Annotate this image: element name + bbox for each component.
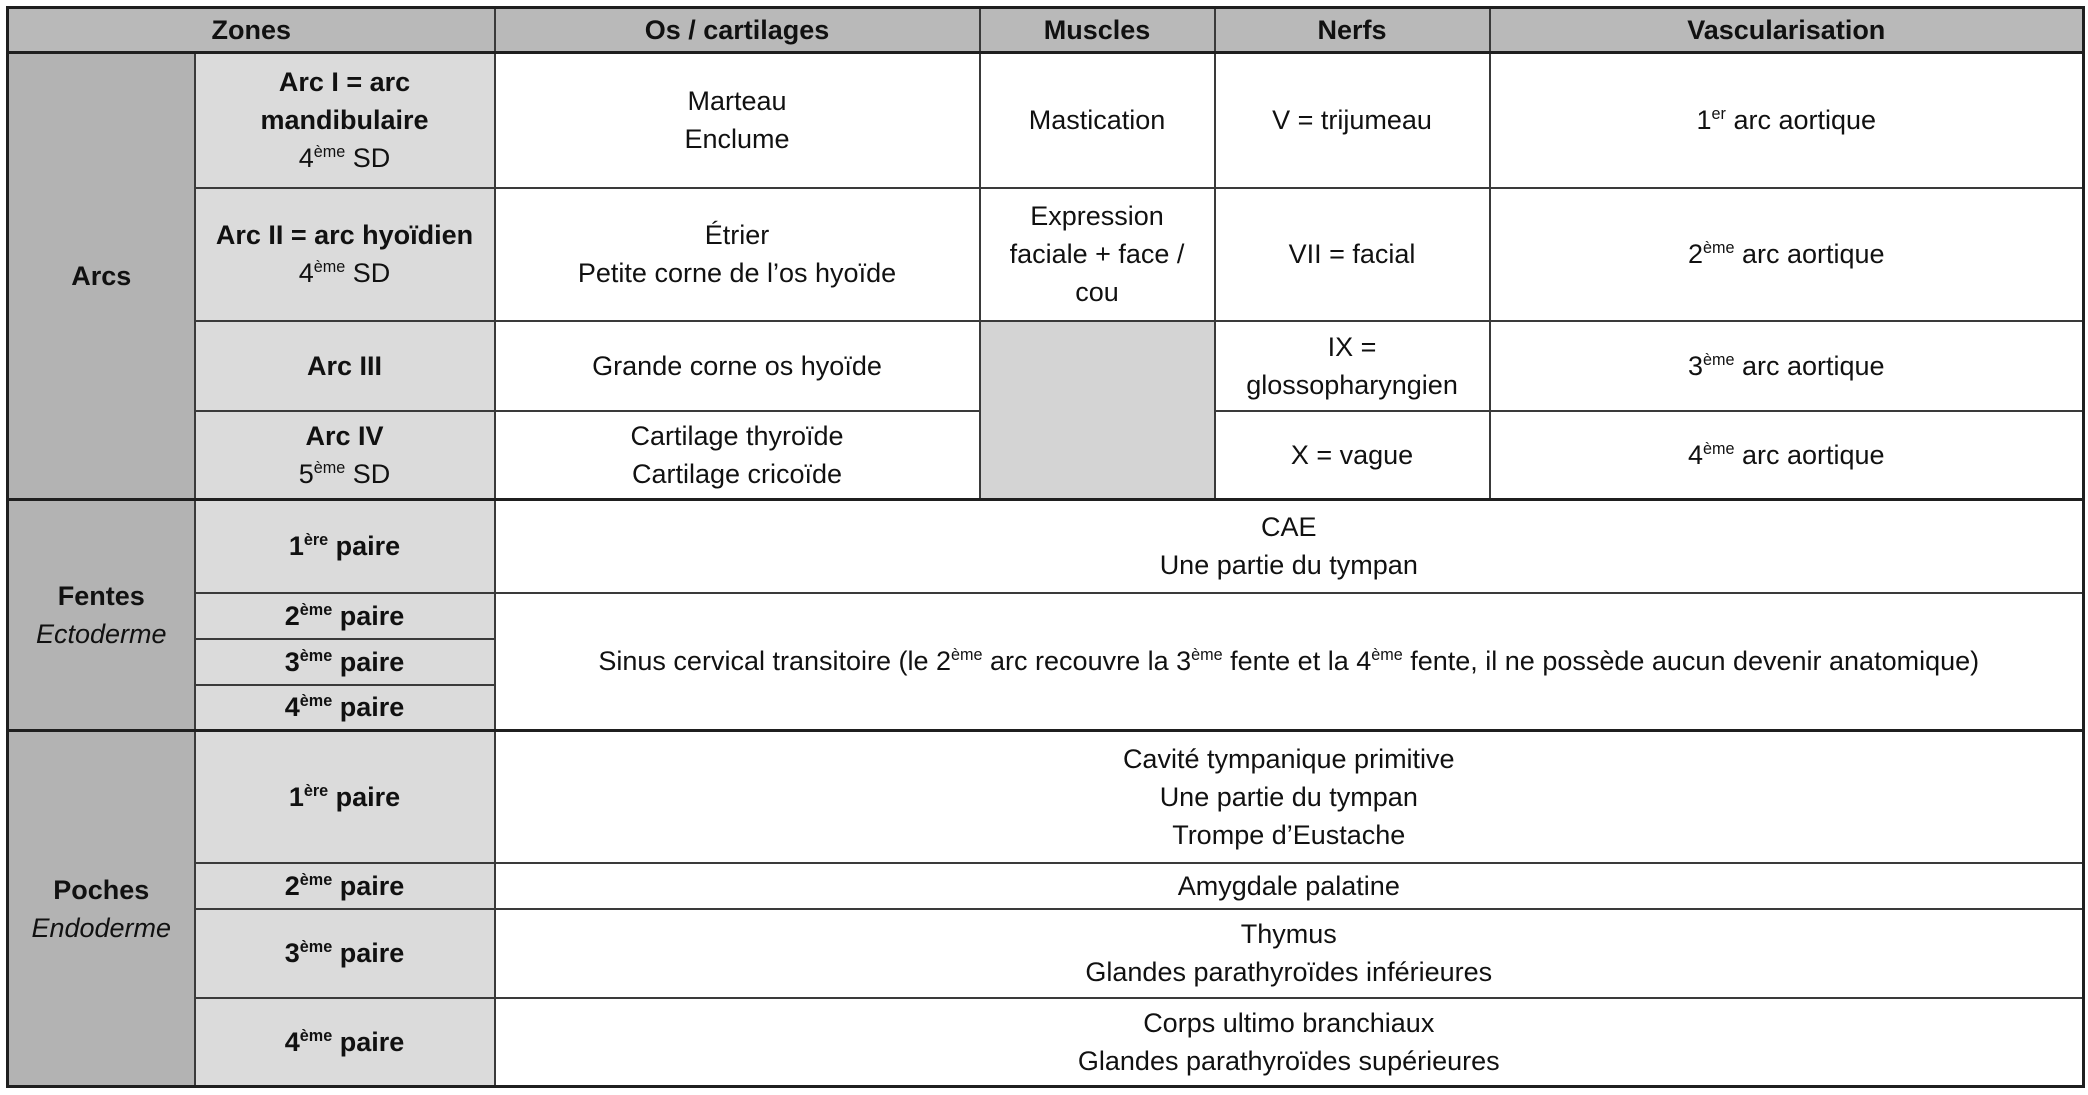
- row-arc-2: [8, 188, 2084, 321]
- row-fente-1: [8, 500, 2084, 593]
- poche-2-label: 2ème paire: [284, 870, 405, 901]
- branchial-arches-table: [6, 6, 2085, 1088]
- label-arc-1: [195, 53, 495, 188]
- header-row: [8, 8, 2084, 53]
- cell-arc-3-4-muscles-empty: [980, 321, 1215, 500]
- row-poche-2: [8, 863, 2084, 909]
- poche-4-label: 4ème paire: [284, 1026, 405, 1057]
- row-poche-1: [8, 731, 2084, 863]
- label-arc-3: [195, 321, 495, 411]
- cell-poche-4-content: Corps ultimo branchiaux Glandes parathyroïdes supérieures: [495, 998, 2084, 1087]
- cell-arc-2-nerfs: VII = facial: [1215, 188, 1490, 321]
- cell-poche-1-content: Cavité tympanique primitive Une partie du tympan Trompe d’Eustache: [495, 731, 2084, 863]
- header-muscles: Muscles: [980, 8, 1215, 53]
- label-poche-1: [195, 731, 495, 863]
- label-poche-2: [195, 863, 495, 909]
- label-fente-2: [195, 593, 495, 639]
- cell-arc-1-vascularisation: 1er arc aortique: [1490, 53, 2084, 188]
- row-poche-4: [8, 998, 2084, 1087]
- header-vascularisation: Vascularisation: [1490, 8, 2084, 53]
- cell-fente-1-content: CAE Une partie du tympan: [495, 500, 2084, 593]
- poche-3-label: 3ème paire: [284, 938, 405, 968]
- arc-1-subtitle: 4ème SD: [298, 143, 391, 174]
- cell-poche-2-content: Amygdale palatine: [495, 863, 2084, 909]
- arc-2-title: Arc II = arc hyoïdien: [215, 220, 474, 250]
- cell-arc-3-nerfs: IX = glossopharyngien: [1215, 321, 1490, 411]
- label-fente-4: [195, 685, 495, 731]
- row-fente-2: [8, 593, 2084, 639]
- fente-4-label: 4ème paire: [284, 692, 405, 723]
- group-sublabel-endoderme: Endoderme: [31, 912, 172, 943]
- cell-arc-3-os: Grande corne os hyoïde: [495, 321, 980, 411]
- cell-arc-3-vascularisation: 3ème arc aortique: [1490, 321, 2084, 411]
- arc-3-title: Arc III: [306, 350, 383, 381]
- label-fente-3: [195, 639, 495, 685]
- cell-arc-1-nerfs: V = trijumeau: [1215, 53, 1490, 188]
- group-label-fentes: Fentes: [57, 581, 145, 611]
- arc-2-subtitle: 4ème SD: [298, 258, 391, 288]
- fente-1-label: 1ère paire: [288, 531, 401, 562]
- row-arc-3: [8, 321, 2084, 411]
- header-nerfs: Nerfs: [1215, 8, 1490, 53]
- label-arc-4: [195, 411, 495, 500]
- group-cell-arcs: [8, 53, 195, 500]
- cell-arc-2-muscles: Expression faciale + face / cou: [980, 188, 1215, 321]
- cell-arc-1-muscles: Mastication: [980, 53, 1215, 188]
- poche-1-label: 1ère paire: [288, 781, 401, 812]
- cell-arc-2-vascularisation: 2ème arc aortique: [1490, 188, 2084, 321]
- group-cell-fentes: [8, 500, 195, 731]
- group-cell-poches: [8, 731, 195, 1087]
- cell-arc-4-os: Cartilage thyroïde Cartilage cricoïde: [495, 411, 980, 500]
- group-label-arcs: Arcs: [71, 261, 132, 291]
- row-arc-1: [8, 53, 2084, 188]
- arc-4-subtitle: 5ème SD: [298, 458, 391, 489]
- label-arc-2: [195, 188, 495, 321]
- cell-arc-4-nerfs: X = vague: [1215, 411, 1490, 500]
- cell-fentes-2-3-4-content: Sinus cervical transitoire (le 2ème arc recouvre la 3ème fente et la 4ème fente, il ne possède aucun devenir anatomique): [495, 593, 2084, 731]
- label-poche-4: [195, 998, 495, 1087]
- header-zones: Zones: [8, 8, 495, 53]
- row-poche-3: [8, 909, 2084, 998]
- group-sublabel-ectoderme: Ectoderme: [35, 619, 167, 649]
- fente-3-label: 3ème paire: [284, 646, 405, 677]
- arc-4-title: Arc IV: [305, 420, 384, 451]
- cell-arc-2-os: Étrier Petite corne de l’os hyoïde: [495, 188, 980, 321]
- arc-1-title: Arc I = arc mandibulaire: [260, 67, 429, 136]
- cell-arc-1-os: Marteau Enclume: [495, 53, 980, 188]
- group-label-poches: Poches: [53, 874, 150, 905]
- label-fente-1: [195, 500, 495, 593]
- fente-2-label: 2ème paire: [284, 600, 405, 631]
- header-os-cartilages: Os / cartilages: [495, 8, 980, 53]
- cell-poche-3-content: Thymus Glandes parathyroïdes inférieures: [495, 909, 2084, 998]
- cell-arc-4-vascularisation: 4ème arc aortique: [1490, 411, 2084, 500]
- label-poche-3: [195, 909, 495, 998]
